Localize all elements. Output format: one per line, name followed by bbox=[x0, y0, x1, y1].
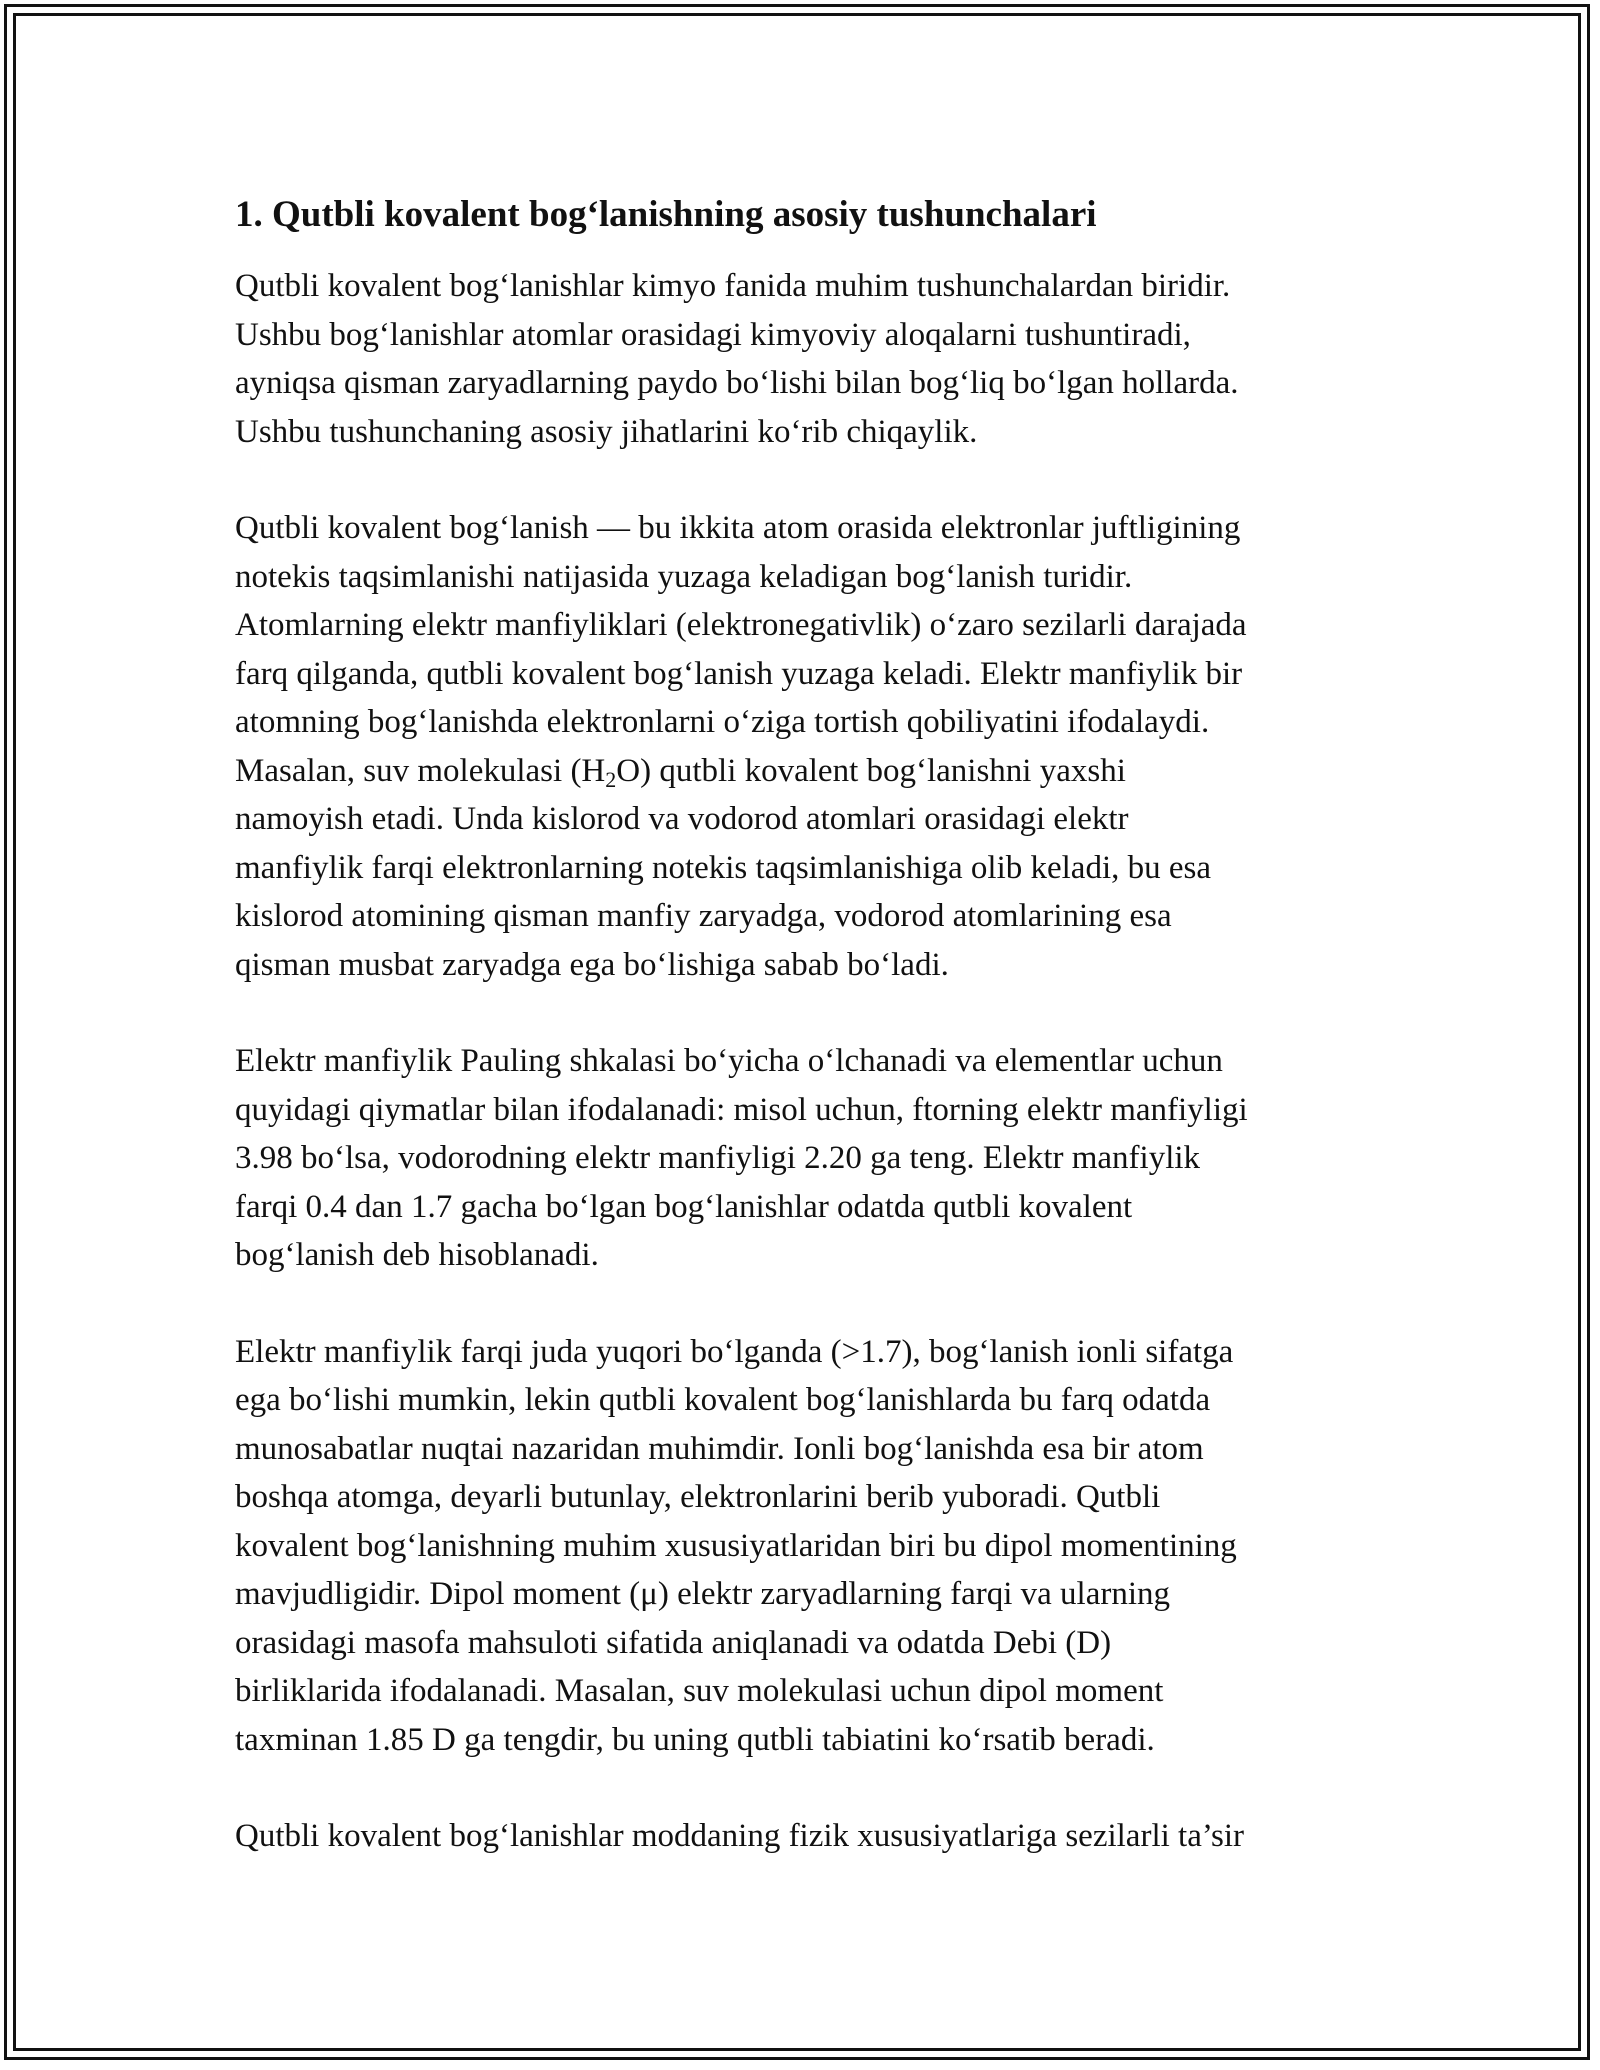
text-line: ega bo‘lishi mumkin, lekin qutbli kovalent bog‘lanishlarda bu farq odatda bbox=[235, 1382, 1211, 1418]
text-line: Qutbli kovalent bog‘lanishlar kimyo fanida muhim tushunchalardan biridir. bbox=[235, 268, 1231, 304]
paragraph-intro bbox=[235, 262, 1380, 456]
text-line: quyidagi qiymatlar bilan ifodalanadi: misol uchun, ftorning elektr manfiyligi bbox=[235, 1091, 1248, 1128]
section-heading: 1. Qutbli kovalent bog‘lanishning asosiy tushunchalari bbox=[235, 194, 1097, 235]
text-line: farq qilganda, qutbli kovalent bog‘lanish yuzaga keladi. Elektr manfiylik bir bbox=[235, 655, 1243, 692]
text-line: Ushbu tushunchaning asosiy jihatlarini ko‘rib chiqaylik. bbox=[235, 413, 978, 450]
text-line: qisman musbat zaryadga ega bo‘lishiga sabab bo‘ladi. bbox=[235, 946, 949, 983]
paragraph-dipole-moment bbox=[235, 1328, 1380, 1765]
paragraph-physical-properties bbox=[235, 1812, 1380, 1861]
text-line: Elektr manfiylik Pauling shkalasi bo‘yicha o‘lchanadi va elementlar uchun bbox=[235, 1043, 1223, 1079]
text-line: kislorod atomining qisman manfiy zaryadga, vodorod atomlarining esa bbox=[235, 898, 1172, 934]
text-line: kovalent bog‘lanishning muhim xususiyatlaridan biri bu dipol momentining bbox=[235, 1527, 1237, 1564]
text-line: farqi 0.4 dan 1.7 gacha bo‘lgan bog‘lanishlar odatda qutbli kovalent bbox=[235, 1188, 1133, 1225]
text-line: Qutbli kovalent bog‘lanishlar moddaning fizik xususiyatlariga sezilarli ta’sir bbox=[235, 1818, 1245, 1854]
paragraph-pauling-scale bbox=[235, 1037, 1380, 1280]
text-line: Qutbli kovalent bog‘lanish — bu ikkita atom orasida elektronlar juftligining bbox=[235, 510, 1241, 546]
formula-text-after: O) qutbli kovalent bog‘lanishni yaxshi bbox=[616, 752, 1126, 789]
text-line: notekis taqsimlanishi natijasida yuzaga keladigan bog‘lanish turidir. bbox=[235, 558, 1133, 595]
paragraph-definition bbox=[235, 504, 1380, 989]
text-line: ayniqsa qisman zaryadlarning paydo bo‘lishi bilan bog‘liq bo‘lgan hollarda. bbox=[235, 365, 1239, 401]
text-line: atomning bog‘lanishda elektronlarni o‘ziga tortish qobiliyatini ifodalaydi. bbox=[235, 704, 1210, 740]
text-line: Ushbu bog‘lanishlar atomlar orasidagi kimyoviy aloqalarni tushuntiradi, bbox=[235, 316, 1191, 353]
text-line: birliklarida ifodalanadi. Masalan, suv molekulasi uchun dipol moment bbox=[235, 1673, 1164, 1709]
document-page bbox=[235, 190, 1380, 1909]
text-line: taxminan 1.85 D ga tengdir, bu uning qutbli tabiatini ko‘rsatib beradi. bbox=[235, 1721, 1155, 1758]
text-line: mavjudligidir. Dipol moment (μ) elektr zaryadlarning farqi va ularning bbox=[235, 1576, 1171, 1612]
text-line: orasidagi masofa mahsuloti sifatida aniqlanadi va odatda Debi (D) bbox=[235, 1624, 1112, 1661]
text-line: bog‘lanish deb hisoblanadi. bbox=[235, 1237, 599, 1273]
text-line: manfiylik farqi elektronlarning notekis taqsimlanishiga olib keladi, bu esa bbox=[235, 849, 1212, 886]
formula-text-before: Masalan, suv molekulasi (H bbox=[235, 752, 606, 789]
text-line: munosabatlar nuqtai nazaridan muhimdir. Ionli bog‘lanishda esa bir atom bbox=[235, 1430, 1204, 1467]
text-line: boshqa atomga, deyarli butunlay, elektronlarini berib yuboradi. Qutbli bbox=[235, 1479, 1161, 1515]
formula-line bbox=[235, 747, 1380, 796]
text-line: Atomlarning elektr manfiyliklari (elektronegativlik) o‘zaro sezilarli darajada bbox=[235, 607, 1247, 643]
formula-subscript: 2 bbox=[605, 766, 617, 792]
text-line: namoyish etadi. Unda kislorod va vodorod atomlari orasidagi elektr bbox=[235, 801, 1129, 837]
text-line: 3.98 bo‘lsa, vodorodning elektr manfiyligi 2.20 ga teng. Elektr manfiylik bbox=[235, 1140, 1201, 1176]
text-line: Elektr manfiylik farqi juda yuqori bo‘lganda (>1.7), bog‘lanish ionli sifatga bbox=[235, 1333, 1234, 1370]
